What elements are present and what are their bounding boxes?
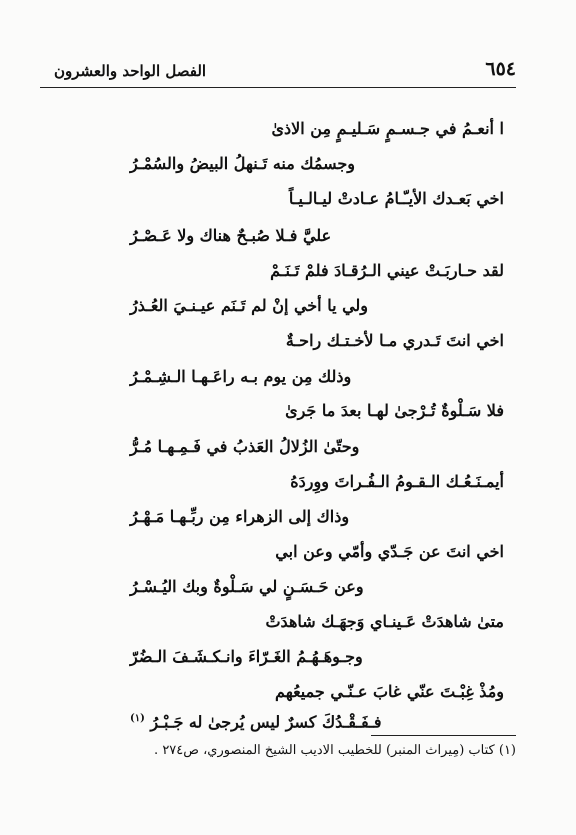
poem-line: وذاك إلى الزهراء مِن ربِّـهـا مَـهْـرُ: [130, 507, 350, 526]
poem-line: وذلك مِن يوم بـه راعَـهـا الـشِـمْـرُ: [130, 367, 352, 386]
poem-line: اخي انتَ تَـدري مـا لأخـتـك راحـةٌ: [285, 331, 504, 350]
poem-line: ا أنعـمُ في جـسـمٍ سَـليـمٍ مِن الاذىٰ: [271, 119, 504, 138]
footnote-divider: [371, 735, 516, 736]
header-divider: [40, 87, 516, 88]
poem-line: وعن حَـسَـنٍ لي سَـلْوةٌ وبك اليُـسْـرُ: [130, 577, 364, 596]
poem-line: متىٰ شاهدَتْ عَـينـاي وَجهَـك شاهدَتْ: [265, 612, 504, 631]
poem-line: ومُذْ غِبْـتَ عنّي غابَ عـنّـي جميعُهم: [275, 682, 504, 701]
footnote: (١) كتاب (مِيراث المنبر) للخطيب الاديب الشيخ المنصوري، ص٢٧٤ .: [154, 743, 516, 758]
poem-line-last: [130, 708, 381, 733]
poem-line: اخي انتَ عن جَـدّي وأمّي وعن ابي: [275, 542, 504, 561]
poem-line: وجـوهَـهُـمُ الغَـرّاءَ وانـكـشَـفَ الـضُرّ: [130, 647, 363, 666]
poem-line: وحتّىٰ الزُلالُ العَذبُ في فَـمِـهـا مُـرُّ: [130, 437, 360, 456]
poem-line-text: فـفَـقْـدُكَ كسرٌ ليس يُرجىٰ له جَـبْـرُ: [150, 712, 382, 732]
page-header: [40, 52, 516, 88]
page-number: ٦٥٤: [485, 58, 516, 80]
poem-line: لقد حـاربَـتْ عيني الـرُقـادَ فلمْ تَـنَـمْ: [270, 261, 504, 280]
poem-line: عليَّ فـلا صُبـحٌ هناك ولا عَـصْـرُ: [130, 226, 332, 245]
poem-line: أيمـنَـعُـك الـقـومُ الـفُـراتَ ووِردَهُ: [290, 472, 504, 491]
poem-line: فلا سَـلْوةٌ تُـرْجىٰ لهـا بعدَ ما جَرىٰ: [285, 401, 504, 420]
chapter-title: الفصل الواحد والعشرون: [54, 62, 207, 80]
poem-line: اخي بَعـدك الأيـّـامُ عـادتْ ليـالـيـاً: [288, 189, 504, 208]
footnote-reference: (١): [130, 713, 145, 724]
poem-line: ولي يا أخي إنْ لم تَـنَم عيـنـيَ العُـذرُ: [130, 296, 369, 315]
poem-line: وجسمُك منه تَـنهلُ البيضُ والسُمْـرُ: [130, 154, 356, 173]
